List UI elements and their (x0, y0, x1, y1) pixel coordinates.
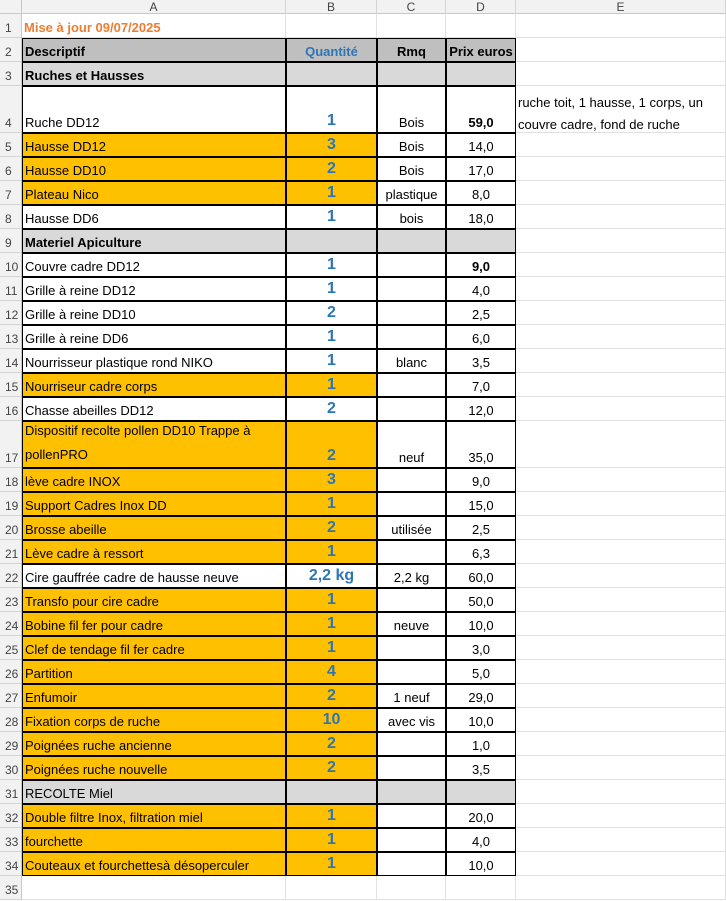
item-remark[interactable] (377, 660, 446, 684)
empty-cell[interactable] (516, 229, 726, 253)
item-description[interactable]: Couteaux et fourchettesà désoperculer (22, 852, 286, 876)
item-description[interactable]: Hausse DD10 (22, 157, 286, 181)
item-remark[interactable] (377, 804, 446, 828)
empty-cell[interactable] (516, 468, 726, 492)
item-price[interactable]: 5,0 (446, 660, 516, 684)
item-remark[interactable] (377, 468, 446, 492)
section-title[interactable]: RECOLTE Miel (22, 780, 286, 804)
item-quantity[interactable]: 2 (286, 397, 377, 421)
empty-cell[interactable] (516, 133, 726, 157)
item-remark[interactable]: Bois (377, 157, 446, 181)
empty-cell[interactable] (516, 397, 726, 421)
item-price[interactable]: 3,5 (446, 756, 516, 780)
item-quantity[interactable]: 2 (286, 157, 377, 181)
empty-cell[interactable] (516, 492, 726, 516)
row-header[interactable]: 20 (0, 516, 22, 540)
row-header[interactable]: 31 (0, 780, 22, 804)
item-quantity[interactable]: 3 (286, 468, 377, 492)
row-header[interactable]: 4 (0, 86, 22, 133)
row-header[interactable]: 8 (0, 205, 22, 229)
item-quantity[interactable]: 2 (286, 421, 377, 468)
item-remark[interactable]: neuf (377, 421, 446, 468)
item-description[interactable]: Couvre cadre DD12 (22, 253, 286, 277)
row-header[interactable]: 23 (0, 588, 22, 612)
item-description[interactable]: Brosse abeille (22, 516, 286, 540)
empty-cell[interactable] (516, 205, 726, 229)
item-description[interactable]: Grille à reine DD12 (22, 277, 286, 301)
item-quantity[interactable]: 1 (286, 828, 377, 852)
empty-cell[interactable] (377, 14, 446, 38)
column-header-d[interactable]: D (446, 0, 516, 14)
item-description[interactable]: Dispositif recolte pollen DD10 Trappe à pollenPRO (22, 421, 286, 468)
header-descriptif[interactable]: Descriptif (22, 38, 286, 62)
item-description[interactable]: Partition (22, 660, 286, 684)
item-remark[interactable] (377, 277, 446, 301)
item-description[interactable]: Fixation corps de ruche (22, 708, 286, 732)
item-remark[interactable]: 2,2 kg (377, 564, 446, 588)
item-description[interactable]: fourchette (22, 828, 286, 852)
row-header[interactable]: 13 (0, 325, 22, 349)
item-description[interactable]: Lève cadre à ressort (22, 540, 286, 564)
row-header[interactable]: 1 (0, 14, 22, 38)
empty-cell[interactable] (516, 373, 726, 397)
empty-cell[interactable] (516, 38, 726, 62)
section-cell[interactable] (446, 229, 516, 253)
row-header[interactable]: 34 (0, 852, 22, 876)
row-header[interactable]: 28 (0, 708, 22, 732)
empty-cell[interactable] (516, 421, 726, 468)
item-remark[interactable]: avec vis (377, 708, 446, 732)
item-remark[interactable] (377, 636, 446, 660)
row-header[interactable]: 24 (0, 612, 22, 636)
section-cell[interactable] (446, 62, 516, 86)
empty-cell[interactable] (286, 14, 377, 38)
header-rmq[interactable]: Rmq (377, 38, 446, 62)
item-price[interactable]: 14,0 (446, 133, 516, 157)
row-header[interactable]: 16 (0, 397, 22, 421)
item-remark[interactable] (377, 540, 446, 564)
row-header[interactable]: 21 (0, 540, 22, 564)
item-price[interactable]: 3,5 (446, 349, 516, 373)
item-remark[interactable]: bois (377, 205, 446, 229)
item-quantity[interactable]: 2 (286, 732, 377, 756)
item-description[interactable]: Enfumoir (22, 684, 286, 708)
empty-cell[interactable] (286, 876, 377, 900)
empty-cell[interactable] (446, 876, 516, 900)
item-description[interactable]: Poignées ruche ancienne (22, 732, 286, 756)
row-header[interactable]: 3 (0, 62, 22, 86)
note-cell[interactable]: ruche toit, 1 hausse, 1 corps, un couvre cadre, fond de ruche (516, 86, 726, 133)
item-description[interactable]: Hausse DD12 (22, 133, 286, 157)
empty-cell[interactable] (516, 684, 726, 708)
item-price[interactable]: 12,0 (446, 397, 516, 421)
item-price[interactable]: 18,0 (446, 205, 516, 229)
item-remark[interactable] (377, 325, 446, 349)
empty-cell[interactable] (516, 157, 726, 181)
item-remark[interactable]: 1 neuf (377, 684, 446, 708)
header-quantite[interactable]: Quantité (286, 38, 377, 62)
item-price[interactable]: 10,0 (446, 708, 516, 732)
item-description[interactable]: Support Cadres Inox DD (22, 492, 286, 516)
empty-cell[interactable] (516, 756, 726, 780)
section-cell[interactable] (377, 780, 446, 804)
row-header[interactable]: 22 (0, 564, 22, 588)
item-quantity[interactable]: 1 (286, 349, 377, 373)
item-price[interactable]: 9,0 (446, 468, 516, 492)
item-description[interactable]: Nourrisseur plastique rond NIKO (22, 349, 286, 373)
item-quantity[interactable]: 2 (286, 516, 377, 540)
column-header-e[interactable]: E (516, 0, 726, 14)
item-price[interactable]: 60,0 (446, 564, 516, 588)
item-remark[interactable] (377, 756, 446, 780)
item-quantity[interactable]: 1 (286, 588, 377, 612)
item-quantity[interactable]: 2,2 kg (286, 564, 377, 588)
row-header[interactable]: 2 (0, 38, 22, 62)
item-remark[interactable] (377, 828, 446, 852)
row-header[interactable]: 35 (0, 876, 22, 900)
section-cell[interactable] (286, 229, 377, 253)
item-quantity[interactable]: 1 (286, 540, 377, 564)
row-header[interactable]: 6 (0, 157, 22, 181)
empty-cell[interactable] (516, 564, 726, 588)
row-header[interactable]: 15 (0, 373, 22, 397)
row-header[interactable]: 11 (0, 277, 22, 301)
item-quantity[interactable]: 1 (286, 253, 377, 277)
item-remark[interactable] (377, 588, 446, 612)
item-price[interactable]: 20,0 (446, 804, 516, 828)
column-header-a[interactable]: A (22, 0, 286, 14)
row-header[interactable]: 25 (0, 636, 22, 660)
empty-cell[interactable] (446, 14, 516, 38)
empty-cell[interactable] (516, 612, 726, 636)
item-description[interactable]: Cire gauffrée cadre de hausse neuve (22, 564, 286, 588)
empty-cell[interactable] (516, 588, 726, 612)
select-all-corner[interactable] (0, 0, 22, 14)
item-remark[interactable] (377, 852, 446, 876)
column-header-b[interactable]: B (286, 0, 377, 14)
empty-cell[interactable] (516, 62, 726, 86)
item-remark[interactable] (377, 373, 446, 397)
header-prix[interactable]: Prix euros (446, 38, 516, 62)
item-price[interactable]: 6,3 (446, 540, 516, 564)
section-cell[interactable] (377, 229, 446, 253)
row-header[interactable]: 12 (0, 301, 22, 325)
section-cell[interactable] (446, 780, 516, 804)
section-cell[interactable] (377, 62, 446, 86)
item-quantity[interactable]: 2 (286, 301, 377, 325)
item-description[interactable]: Chasse abeilles DD12 (22, 397, 286, 421)
empty-cell[interactable] (516, 876, 726, 900)
item-quantity[interactable]: 1 (286, 852, 377, 876)
empty-cell[interactable] (516, 804, 726, 828)
item-price[interactable]: 6,0 (446, 325, 516, 349)
row-header[interactable]: 29 (0, 732, 22, 756)
item-price[interactable]: 3,0 (446, 636, 516, 660)
item-description[interactable]: Ruche DD12 (22, 86, 286, 133)
item-price[interactable]: 2,5 (446, 301, 516, 325)
row-header[interactable]: 10 (0, 253, 22, 277)
item-quantity[interactable]: 1 (286, 181, 377, 205)
empty-cell[interactable] (516, 708, 726, 732)
item-remark[interactable]: utilisée (377, 516, 446, 540)
item-quantity[interactable]: 1 (286, 205, 377, 229)
item-remark[interactable]: Bois (377, 86, 446, 133)
item-description[interactable]: Nourriseur cadre corps (22, 373, 286, 397)
row-header[interactable]: 9 (0, 229, 22, 253)
item-price[interactable]: 4,0 (446, 828, 516, 852)
item-price[interactable]: 8,0 (446, 181, 516, 205)
empty-cell[interactable] (516, 660, 726, 684)
item-price[interactable]: 15,0 (446, 492, 516, 516)
item-price[interactable]: 50,0 (446, 588, 516, 612)
empty-cell[interactable] (516, 277, 726, 301)
empty-cell[interactable] (516, 540, 726, 564)
item-quantity[interactable]: 1 (286, 492, 377, 516)
item-price[interactable]: 29,0 (446, 684, 516, 708)
item-price[interactable]: 1,0 (446, 732, 516, 756)
empty-cell[interactable] (516, 732, 726, 756)
title-cell[interactable]: Mise à jour 09/07/2025 (22, 14, 286, 38)
item-description[interactable]: Transfo pour cire cadre (22, 588, 286, 612)
item-quantity[interactable]: 1 (286, 86, 377, 133)
row-header[interactable]: 32 (0, 804, 22, 828)
item-quantity[interactable]: 1 (286, 277, 377, 301)
empty-cell[interactable] (516, 181, 726, 205)
item-price[interactable]: 2,5 (446, 516, 516, 540)
section-title[interactable]: Ruches et Hausses (22, 62, 286, 86)
item-description[interactable]: Poignées ruche nouvelle (22, 756, 286, 780)
item-description[interactable]: Bobine fil fer pour cadre (22, 612, 286, 636)
section-cell[interactable] (286, 780, 377, 804)
item-remark[interactable]: Bois (377, 133, 446, 157)
row-header[interactable]: 7 (0, 181, 22, 205)
item-remark[interactable]: blanc (377, 349, 446, 373)
item-description[interactable]: lève cadre INOX (22, 468, 286, 492)
item-price[interactable]: 35,0 (446, 421, 516, 468)
empty-cell[interactable] (516, 780, 726, 804)
item-quantity[interactable]: 10 (286, 708, 377, 732)
item-remark[interactable] (377, 732, 446, 756)
item-remark[interactable] (377, 253, 446, 277)
item-price[interactable]: 4,0 (446, 277, 516, 301)
row-header[interactable]: 14 (0, 349, 22, 373)
empty-cell[interactable] (516, 349, 726, 373)
empty-cell[interactable] (516, 828, 726, 852)
section-title[interactable]: Materiel Apiculture (22, 229, 286, 253)
item-quantity[interactable]: 1 (286, 636, 377, 660)
item-quantity[interactable]: 3 (286, 133, 377, 157)
empty-cell[interactable] (516, 14, 726, 38)
item-remark[interactable] (377, 492, 446, 516)
empty-cell[interactable] (516, 852, 726, 876)
item-price[interactable]: 10,0 (446, 612, 516, 636)
row-header[interactable]: 27 (0, 684, 22, 708)
item-description[interactable]: Hausse DD6 (22, 205, 286, 229)
item-remark[interactable]: neuve (377, 612, 446, 636)
item-quantity[interactable]: 1 (286, 612, 377, 636)
section-cell[interactable] (286, 62, 377, 86)
empty-cell[interactable] (516, 301, 726, 325)
item-quantity[interactable]: 2 (286, 756, 377, 780)
item-remark[interactable]: plastique (377, 181, 446, 205)
item-quantity[interactable]: 2 (286, 684, 377, 708)
item-quantity[interactable]: 4 (286, 660, 377, 684)
row-header[interactable]: 26 (0, 660, 22, 684)
item-quantity[interactable]: 1 (286, 804, 377, 828)
item-description[interactable]: Clef de tendage fil fer cadre (22, 636, 286, 660)
item-price[interactable]: 10,0 (446, 852, 516, 876)
item-quantity[interactable]: 1 (286, 325, 377, 349)
column-header-c[interactable]: C (377, 0, 446, 14)
item-description[interactable]: Double filtre Inox, filtration miel (22, 804, 286, 828)
row-header[interactable]: 17 (0, 421, 22, 468)
item-price[interactable]: 9,0 (446, 253, 516, 277)
item-quantity[interactable]: 1 (286, 373, 377, 397)
empty-cell[interactable] (22, 876, 286, 900)
empty-cell[interactable] (516, 516, 726, 540)
item-remark[interactable] (377, 397, 446, 421)
row-header[interactable]: 30 (0, 756, 22, 780)
item-description[interactable]: Grille à reine DD10 (22, 301, 286, 325)
item-remark[interactable] (377, 301, 446, 325)
item-price[interactable]: 59,0 (446, 86, 516, 133)
empty-cell[interactable] (516, 253, 726, 277)
row-header[interactable]: 19 (0, 492, 22, 516)
empty-cell[interactable] (377, 876, 446, 900)
empty-cell[interactable] (516, 325, 726, 349)
empty-cell[interactable] (516, 636, 726, 660)
row-header[interactable]: 18 (0, 468, 22, 492)
row-header[interactable]: 33 (0, 828, 22, 852)
row-header[interactable]: 5 (0, 133, 22, 157)
item-price[interactable]: 7,0 (446, 373, 516, 397)
item-description[interactable]: Plateau Nico (22, 181, 286, 205)
item-price[interactable]: 17,0 (446, 157, 516, 181)
item-description[interactable]: Grille à reine DD6 (22, 325, 286, 349)
